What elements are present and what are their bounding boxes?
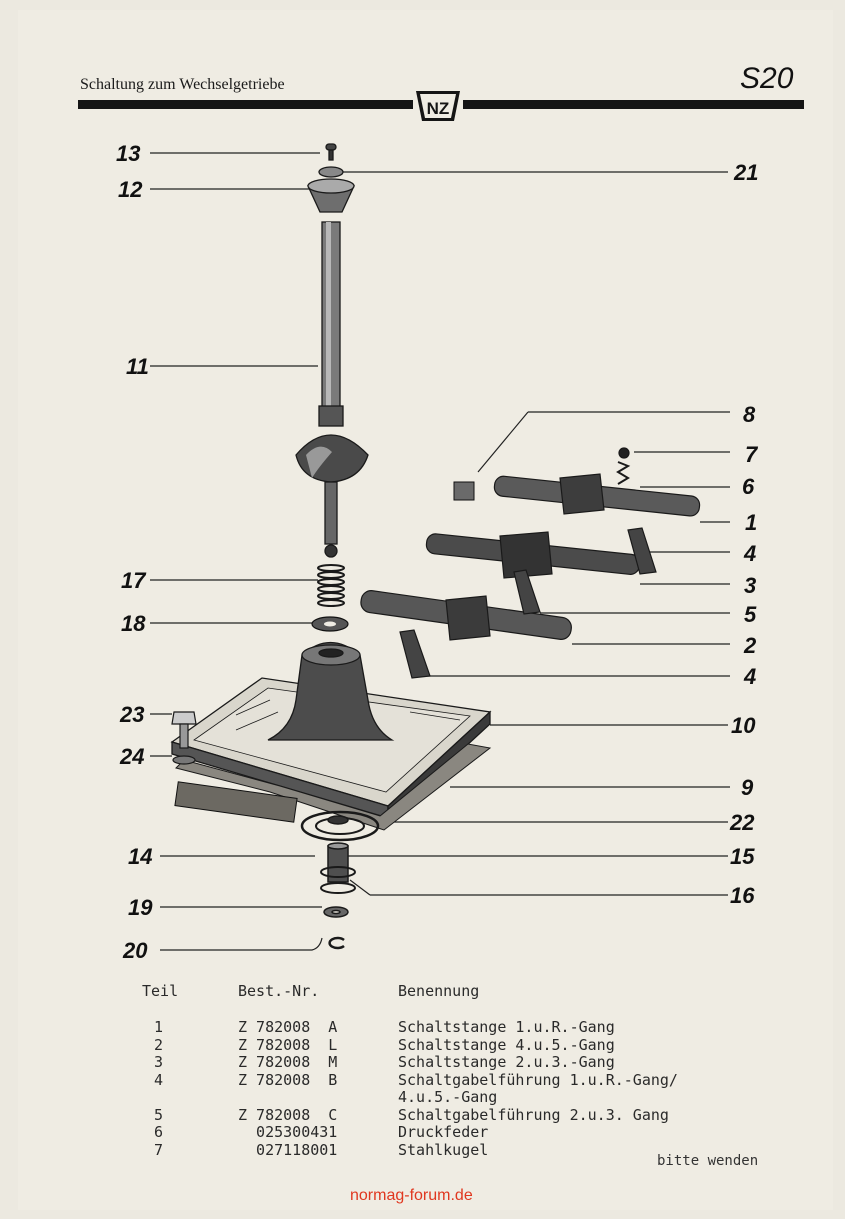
parts-table-header <box>140 982 780 1018</box>
sleeve-8 <box>454 482 474 500</box>
shift-lever-assembly <box>296 144 368 557</box>
page-turn-note: bitte wenden <box>657 1153 759 1169</box>
callout-21: 21 <box>734 160 759 185</box>
cell-benennung: Druckfeder <box>398 1123 489 1141</box>
callout-11: 11 <box>126 354 149 379</box>
spring-17 <box>318 565 344 606</box>
cell-teil: 7 <box>154 1140 164 1159</box>
table-row <box>140 1053 780 1071</box>
callout-15: 15 <box>730 844 755 869</box>
cell-best-nr: 025300431 <box>238 1123 338 1141</box>
callout-2: 2 <box>744 633 757 658</box>
table-row <box>140 1123 780 1141</box>
table-row <box>140 1036 780 1054</box>
callout-22: 22 <box>730 810 755 835</box>
callout-23: 23 <box>120 702 145 727</box>
callout-4-top: 4 <box>744 541 757 566</box>
cell-teil: 3 <box>154 1053 164 1071</box>
cell-teil: 6 <box>154 1123 164 1141</box>
lower-parts <box>302 812 378 948</box>
header-best-nr: Best.-Nr. <box>238 982 320 1000</box>
callout-3: 3 <box>744 573 757 598</box>
table-row <box>140 1088 780 1106</box>
callout-6: 6 <box>742 474 755 499</box>
cell-benennung: Schaltgabelführung 2.u.3. Gang <box>398 1105 669 1124</box>
cell-teil: 5 <box>154 1105 164 1124</box>
header-teil: Teil <box>142 982 179 1000</box>
cell-benennung: Stahlkugel <box>398 1140 489 1159</box>
callout-24: 24 <box>120 744 145 769</box>
cell-teil: 1 <box>154 1018 164 1036</box>
cell-teil: 2 <box>154 1035 164 1054</box>
cell-best-nr: Z 782008 C <box>238 1105 338 1124</box>
page-title: Schaltung zum Wechselgetriebe <box>80 76 285 93</box>
cell-best-nr: Z 782008 M <box>238 1053 338 1071</box>
cell-benennung: Schaltgabelführung 1.u.R.-Gang/ <box>398 1070 678 1089</box>
callout-5: 5 <box>744 602 757 627</box>
callout-9: 9 <box>741 775 754 800</box>
cell-best-nr: Z 782008 B <box>238 1070 338 1089</box>
watermark-link[interactable]: normag-forum.de <box>350 1187 473 1204</box>
callout-8: 8 <box>743 402 756 427</box>
callout-12: 12 <box>118 177 143 202</box>
table-row <box>140 1018 780 1036</box>
logo-text: NZ <box>426 99 450 118</box>
parts-table <box>140 982 780 1158</box>
callout-1: 1 <box>745 510 758 535</box>
cell-benennung: 4.u.5.-Gang <box>398 1088 498 1106</box>
callout-13: 13 <box>116 141 141 166</box>
callout-4-bottom: 4 <box>744 664 757 689</box>
page-code: S20 <box>740 62 794 95</box>
callout-16: 16 <box>730 883 755 908</box>
cell-benennung: Schaltstange 1.u.R.-Gang <box>398 1018 615 1036</box>
callout-20: 20 <box>123 938 148 963</box>
cell-best-nr: Z 782008 A <box>238 1018 338 1036</box>
callout-10: 10 <box>731 713 756 738</box>
cell-best-nr: Z 782008 L <box>238 1035 338 1054</box>
table-row <box>140 1106 780 1124</box>
cell-teil: 4 <box>154 1070 164 1089</box>
cell-best-nr: 027118001 <box>238 1140 338 1159</box>
cell-benennung: Schaltstange 4.u.5.-Gang <box>398 1035 615 1054</box>
table-row <box>140 1071 780 1089</box>
callout-17: 17 <box>121 568 146 593</box>
cell-benennung: Schaltstange 2.u.3.-Gang <box>398 1053 615 1071</box>
callout-18: 18 <box>121 611 146 636</box>
callout-14: 14 <box>128 844 153 869</box>
callout-7: 7 <box>745 442 758 467</box>
callout-19: 19 <box>128 895 153 920</box>
header-benennung: Benennung <box>398 982 480 1000</box>
